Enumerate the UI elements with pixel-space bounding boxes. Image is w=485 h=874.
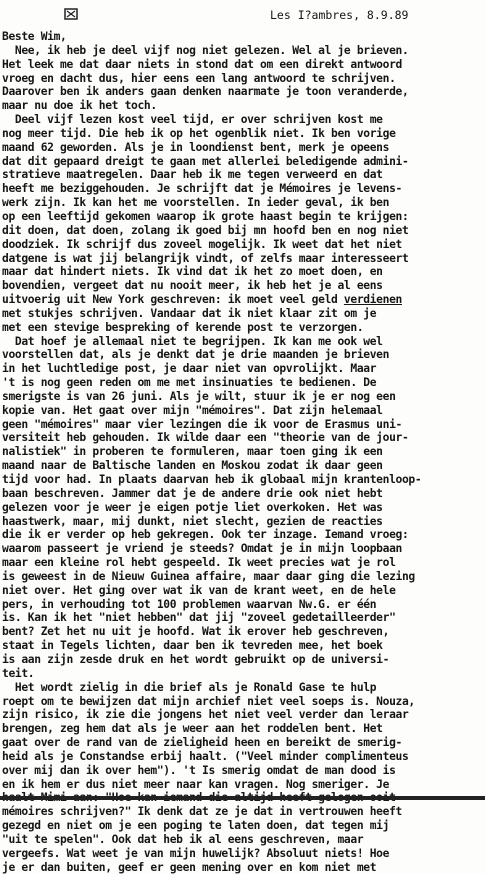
text-line: niet over. Het ging over wat ik van de krant weet, en de hele <box>2 583 396 597</box>
text-line: stratieve maatregelen. Daar heb ik me tegen verweerd en dat <box>2 168 383 182</box>
text-line: gaat over de rand van de zieligheid heen en bereikt de smerig- <box>2 736 402 750</box>
text-line: brengen, zeg hem dat als je weer aan het roddelen bent. Het <box>2 722 383 736</box>
paragraph <box>2 113 481 335</box>
text-line: is. Kan ik het "niet hebben" dat jij "zoveel gedetailleerder" <box>2 611 396 625</box>
text-line: geen "mémoires" maar vier lezingen die ik voor de Erasmus uni- <box>2 417 402 431</box>
text-line: kopie van. Het gaat over mijn "mémoires". Dat zijn helemaal <box>2 403 383 417</box>
text-line: pers, in verhouding tot 100 problemen waarvan Nw.G. er één <box>2 597 377 611</box>
text-line: op een leeftijd gekomen waarop ik grote haast begin te krijgen: <box>2 209 409 223</box>
text-line: teit. <box>2 666 35 680</box>
text-line: Deel vijf lezen kost veel tijd, er over schrijven kost me <box>2 113 383 127</box>
stamp-mark-icon <box>64 8 78 20</box>
paragraph <box>2 335 481 681</box>
text-line: met stukjes schrijven. Vandaar dat ik niet klaar zit om je <box>2 306 377 320</box>
text-line: staat in Tegels lichten, daar ben ik tevreden mee, het boek <box>2 639 383 653</box>
text-line: maand naar de Baltische landen en Moskou zodat ik daar geen <box>2 459 383 473</box>
paragraph <box>2 44 481 113</box>
text-line: die ik er verder op heb gekregen. Ook ter inzage. Iemand vroeg: <box>2 528 409 542</box>
text-line: en ik hem er dus niet meer naar kan vragen. Nog smeriger. Je <box>2 777 390 791</box>
text-line: in het luchtledige post, je daar niet van opvrolijkt. Maar <box>2 362 377 376</box>
text-line: zijn risico, ik zie die jongens het niet veel verder dan leraar <box>2 708 409 722</box>
text-line: voorstellen dat, als je denkt dat je drie maanden je brieven <box>2 348 390 362</box>
text-line: datgene is wat jij belangrijk vindt, of zelfs maar interesseert <box>2 251 409 265</box>
text-line: nalistiek" in proberen te formuleren, maar toen ging ik een <box>2 445 383 459</box>
letter-body <box>2 30 481 874</box>
text-line: Daarover ben ik anders gaan denken naarmate je toon veranderde, <box>2 85 409 99</box>
text-line: dat dit gepaard dreigt te gaan met allerlei beledigende admini- <box>2 154 409 168</box>
text-line: met een stevige bespreking of kerende post te verzorgen. <box>2 320 364 334</box>
text-line: nog meer tijd. Die heb ik op het ogenblik niet. Ik ben vorige <box>2 126 396 140</box>
text-line: maar nu doe ik het toch. <box>2 99 157 113</box>
text-line: haastwerk, maar, mij dunkt, niet slecht, gezien de reacties <box>2 514 383 528</box>
text-line: over mij dan ik over hem"). 't Is smerig omdat de man dood is <box>2 763 396 777</box>
text-line: bovendien, vergeet dat nu nooit meer, ik heb het je al eens <box>2 279 383 293</box>
text-line: vroeg en dacht dus, hier eens een lang antwoord te schrijven. <box>2 71 396 85</box>
underlined-word: verdienen <box>343 293 402 307</box>
text-line: tijd voor had. In plaats daarvan heb ik globaal mijn krantenloop- <box>2 473 422 486</box>
text-line: gelezen voor je weer je eigen potje liet overkoken. Het was <box>2 500 383 514</box>
text-line: heeft me beziggehouden. Je schrijft dat je Mémoires je levens- <box>2 182 402 196</box>
text-line: gezegd en niet om je een poging te laten doen, dat tegen mij <box>2 819 390 833</box>
text-line: vergeefs. Wat weet je van mijn huwelijk? Absoluut niets! Hoe <box>2 846 390 860</box>
text-line: heid als je Constandse erbij haalt. ("Veel minder complimenteus <box>2 749 409 763</box>
dateline: Les I?ambres, 8.9.89 <box>270 8 409 22</box>
text-line: "uit te spelen". Ook dat heb ik al eens geschreven, maar <box>2 832 364 846</box>
text-line: is geweest in de Nieuw Guinea affaire, maar daar ging die lezing <box>2 569 415 583</box>
salutation: Beste Wim, <box>2 30 67 43</box>
text-line: dit doen, dat doen, zolang ik goed bij mn hoofd ben en nog niet <box>2 223 409 237</box>
text-line: maar dat hindert niets. Ik vind dat ik het zo moet doen, en <box>2 265 383 279</box>
text-line: maand 62 geworden. Als je in loondienst bent, merk je opeens <box>2 140 390 154</box>
text-line: Dat hoef je allemaal niet te begrijpen. Ik kan me ook wel <box>2 334 383 348</box>
text-line: maar een kleine rol hebt gespeeld. Ik weet precies wat je rol <box>2 556 396 570</box>
text-line: Het leek me dat daar niets in stond dat om een direkt antwoord <box>2 57 402 71</box>
text-line: Het wordt zielig in die brief als je Ronald Gase te hulp <box>2 680 377 694</box>
text-line: roept om te bewijzen dat mijn archief niet veel soeps is. Nouza, <box>2 694 415 708</box>
text-line: uitvoerig uit New York geschreven: ik moet veel geld verdienen <box>2 293 402 307</box>
text-line: is aan zijn zesde druk en het wordt gebruikt op de universi- <box>2 652 390 666</box>
text-line: baan beschreven. Jammer dat je de andere drie ook niet hebt <box>2 486 383 500</box>
text-line: 't is nog geen reden om me met insinuaties te bedienen. De <box>2 376 377 390</box>
paragraph <box>2 681 481 874</box>
text-line: mémoires schrijven?" Ik denk dat ze je dat in vertrouwen heeft <box>2 805 402 819</box>
text-line: Nee, ik heb je deel vijf nog niet gelezen. Wel al je brieven. <box>2 43 409 57</box>
text-line: versiteit heb gehouden. Ik wilde daar een "theorie van de jour- <box>2 431 409 445</box>
text-line: bent? Zet het nu uit je hoofd. Wat ik erover heb geschreven, <box>2 625 390 639</box>
page-bottom-edge <box>0 796 485 800</box>
text-line: werk zijn. Ik kan het me voorstellen. In ieder geval, ik ben <box>2 196 390 210</box>
text-line: waarom passeert je vriend je steeds? Omdat je in mijn loopbaan <box>2 542 402 556</box>
text-line: smerigste is van 26 juni. Als je wilt, stuur ik je er nog een <box>2 389 396 403</box>
text-line: doodziek. Ik schrijf dus zoveel mogelijk. Ik weet dat het niet <box>2 237 402 251</box>
text-line: je er dan buiten, geef er geen mening over en kom niet met <box>2 860 377 874</box>
